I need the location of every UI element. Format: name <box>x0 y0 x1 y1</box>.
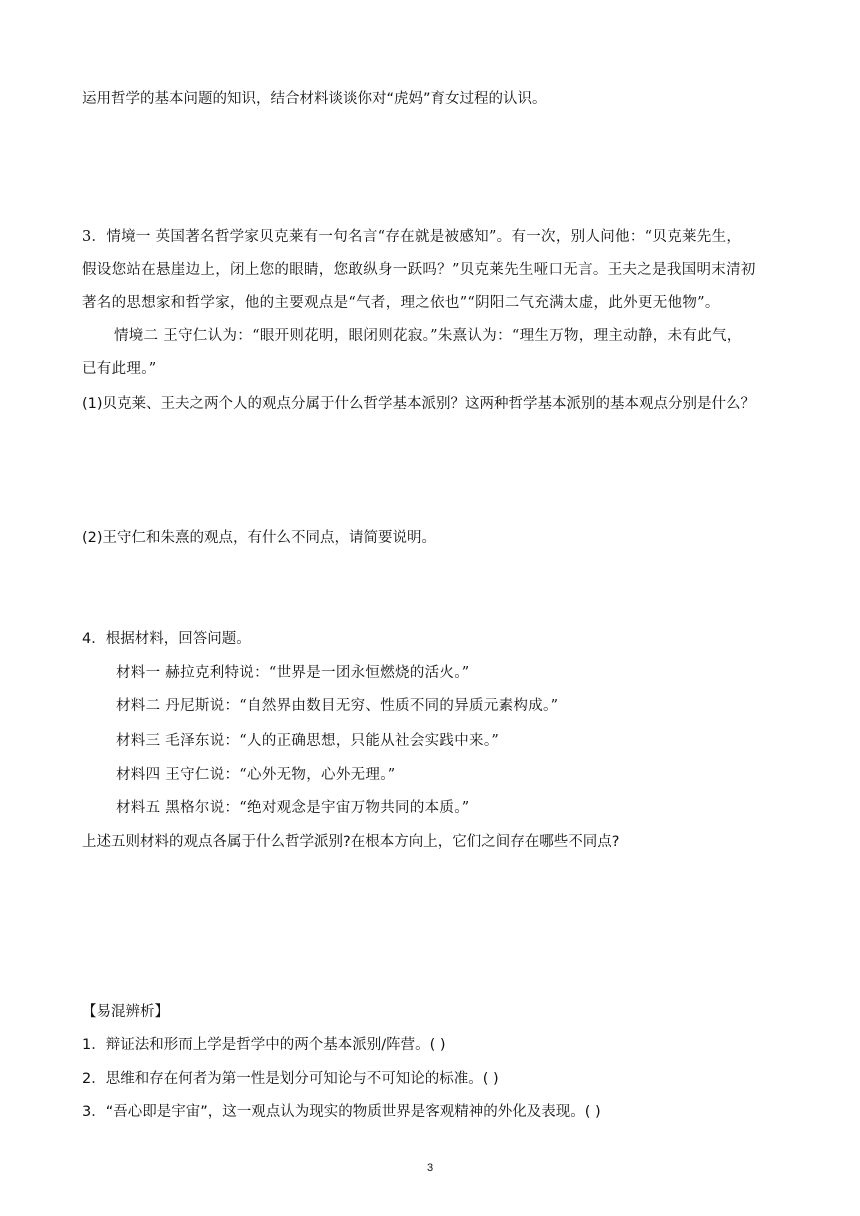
confusion-heading: 【易混辨析】 <box>82 1004 169 1020</box>
q3-subquestion-1: (1)贝克莱、王夫之两个人的观点分属于什么哲学基本派别？这两种哲学基本派别的基本观点分别是什么？ <box>82 396 756 412</box>
confusion-item: 3．“吾心即是宇宙”，这一观点认为现实的物质世界是客观精神的外化及表现。( ) <box>82 1104 601 1120</box>
q3-line-5: 已有此理。” <box>82 361 157 377</box>
confusion-item: 2．思维和存在何者为第一性是划分可知论与不可知论的标准。( ) <box>82 1071 499 1087</box>
q4-question: 上述五则材料的观点各属于什么哲学派别?在根本方向上，它们之间存在哪些不同点? <box>82 834 620 850</box>
q4-material: 材料一 赫拉克利特说：“世界是一团永恒燃烧的活火。” <box>116 665 470 681</box>
q3-line-3: 著名的思想家和哲学家，他的主要观点是“气者，理之依也”“阴阳二气充满太虚，此外更无他物”。 <box>82 295 720 311</box>
confusion-item: 1．辩证法和形而上学是哲学中的两个基本派别/阵营。( ) <box>82 1037 446 1053</box>
q4-material: 材料二 丹尼斯说：“自然界由数目无穷、性质不同的异质元素构成。” <box>116 698 559 714</box>
intro-question: 运用哲学的基本问题的知识，结合材料谈谈你对“虎妈”育女过程的认识。 <box>82 91 547 107</box>
q3-subquestion-2: (2)王守仁和朱熹的观点，有什么不同点，请简要说明。 <box>82 530 437 546</box>
q4-material: 材料五 黑格尔说：“绝对观念是宇宙万物共同的本质。” <box>116 800 470 816</box>
page-number: 3 <box>426 1162 434 1174</box>
q3-line-1: 3．情境一 英国著名哲学家贝克莱有一句名言“存在就是被感知”。有一次，别人问他：“贝克莱先生， <box>82 229 742 245</box>
q3-line-2: 假设您站在悬崖边上，闭上您的眼睛，您敢纵身一跃吗？”贝克莱先生哑口无言。王夫之是我国明末清初 <box>82 262 756 278</box>
q3-line-4: 情境二 王守仁认为：“眼开则花明，眼闭则花寂。”朱熹认为：“理生万物，理主动静，未有此气， <box>114 328 742 344</box>
q4-material: 材料四 王守仁说：“心外无物，心外无理。” <box>116 767 396 783</box>
q4-title: 4．根据材料，回答问题。 <box>82 631 251 647</box>
q4-material: 材料三 毛泽东说：“人的正确思想，只能从社会实践中来。” <box>116 733 500 749</box>
